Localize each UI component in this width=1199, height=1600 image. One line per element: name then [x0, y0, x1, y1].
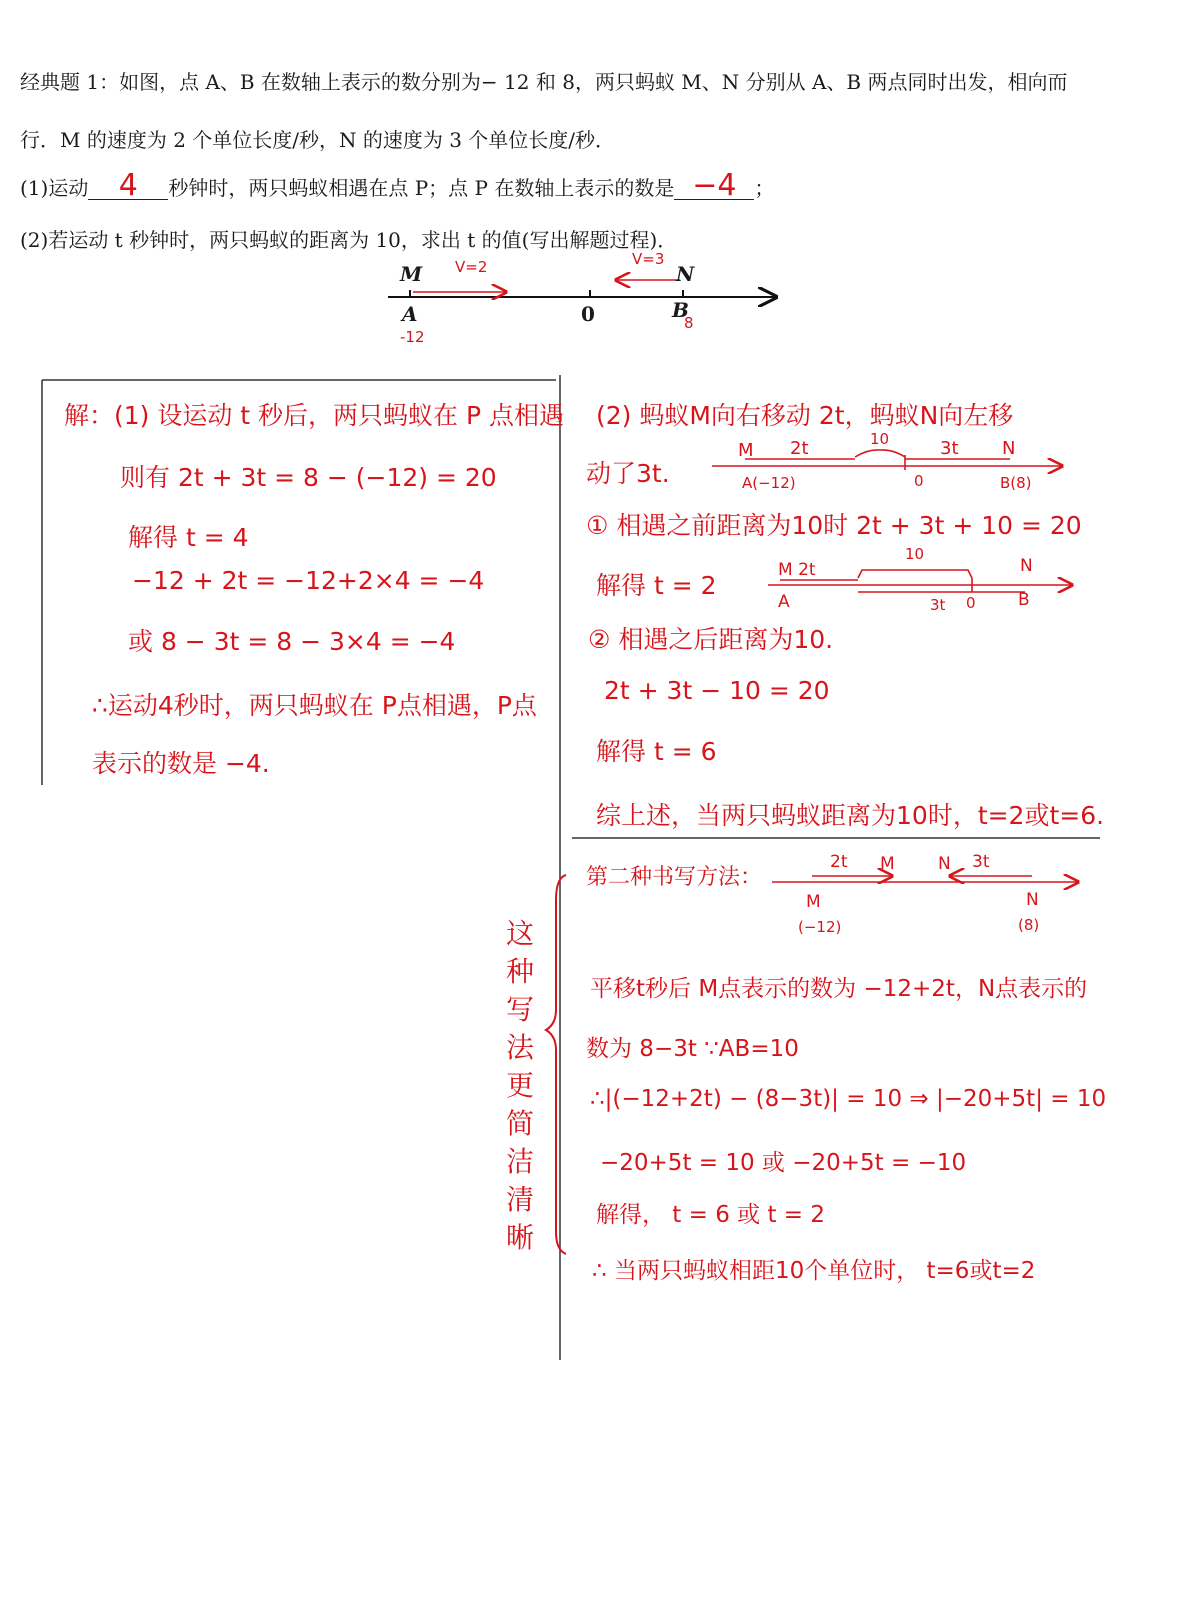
method2-line-2: 数为 8−3t ∵AB=10	[586, 1036, 799, 1062]
label-a: A	[402, 302, 418, 326]
label-m-speed: V=2	[455, 258, 488, 276]
diagram-3	[772, 876, 1078, 882]
d3-n-top: N	[938, 854, 951, 874]
d3-n-value: (8)	[1018, 916, 1040, 934]
d1-zero: 0	[914, 472, 924, 490]
d3-m: M	[806, 892, 821, 912]
d1-10: 10	[870, 430, 890, 448]
part1-line-4: −12 + 2t = −12+2×4 = −4	[132, 566, 485, 595]
d1-m: M	[738, 440, 754, 461]
d1-2t: 2t	[790, 438, 809, 459]
part1-line-7: 表示的数是 −4.	[92, 749, 270, 778]
part1-line-1: 解：(1) 设运动 t 秒后，两只蚂蚁在 P 点相遇	[64, 401, 565, 430]
d1-a: A(−12)	[742, 474, 796, 492]
method2-title: 第二种书写方法：	[586, 865, 763, 890]
d2-3t: 3t	[930, 596, 946, 614]
d1-n: N	[1002, 438, 1016, 459]
method2-line-1: 平移t秒后 M点表示的数为 −12+2t，N点表示的	[590, 976, 1088, 1002]
part2-equation-2: 2t + 3t − 10 = 20	[604, 676, 830, 705]
label-m: M	[400, 262, 423, 286]
problem-line-2: 行．M 的速度为 2 个单位长度/秒，N 的速度为 3 个单位长度/秒．	[20, 128, 616, 152]
question-2: (2)若运动 t 秒钟时，两只蚂蚁的距离为 10，求出 t 的值(写出解题过程)．	[20, 228, 678, 252]
part2-line-1: (2) 蚂蚁M向右移动 2t，蚂蚁N向左移	[596, 401, 1014, 430]
question-1-suffix: ；	[754, 176, 775, 200]
side-note-char: 法	[505, 1031, 534, 1064]
method2-line-4: −20+5t = 10 或 −20+5t = −10	[600, 1150, 967, 1176]
part2-solution-2: 解得 t = 6	[596, 737, 717, 766]
part1-line-5: 或 8 − 3t = 8 − 3×4 = −4	[128, 627, 456, 656]
d3-2t: 2t	[830, 852, 848, 872]
label-zero: 0	[581, 302, 595, 326]
question-1-prefix: (1)运动	[20, 176, 89, 200]
side-note-char: 这	[505, 917, 534, 950]
problem-line-1: 经典题 1：如图，点 A、B 在数轴上表示的数分别为− 12 和 8，两只蚂蚁 M、N 分别从 A、B 两点同时出发，相向而	[20, 70, 1068, 94]
label-n: N	[676, 262, 695, 286]
method2-line-6: ∴ 当两只蚂蚁相距10个单位时， t=6或t=2	[592, 1258, 1036, 1284]
part2-case-2: ② 相遇之后距离为10.	[588, 625, 834, 654]
label-n-speed: V=3	[632, 250, 665, 268]
d2-10: 10	[905, 545, 925, 563]
d3-3t: 3t	[972, 852, 990, 872]
answer-point-blank: −4	[674, 173, 754, 200]
side-note-vertical	[500, 915, 540, 1257]
side-note-char: 清	[505, 1183, 534, 1216]
part2-solution-1: 解得 t = 2	[596, 571, 717, 600]
d2-b: B	[1018, 590, 1030, 610]
side-note-char: 更	[505, 1069, 534, 1102]
d2-a: A	[778, 592, 790, 612]
d2-n: N	[1020, 556, 1033, 576]
label-a-value: -12	[400, 328, 425, 346]
d3-m-value: (−12)	[798, 918, 842, 936]
method2-line-3: ∴|(−12+2t) − (8−3t)| = 10 ⇒ |−20+5t| = 10	[590, 1086, 1107, 1112]
part2-case-1: ① 相遇之前距离为10时 2t + 3t + 10 = 20	[586, 511, 1082, 540]
side-note-char: 洁	[505, 1145, 534, 1178]
d1-b: B(8)	[1000, 474, 1032, 492]
d2-m2t: M 2t	[778, 560, 816, 580]
part2-conclusion: 综上述，当两只蚂蚁距离为10时，t=2或t=6.	[596, 801, 1105, 830]
question-1-middle: 秒钟时，两只蚂蚁相遇在点 P；点 P 在数轴上表示的数是	[168, 176, 675, 200]
part1-line-2: 则有 2t + 3t = 8 − (−12) = 20	[120, 463, 497, 492]
d2-zero: 0	[966, 594, 976, 612]
d3-n: N	[1026, 890, 1039, 910]
side-note-char: 种	[505, 955, 534, 988]
side-note-char: 晰	[505, 1221, 534, 1254]
number-line-figure	[388, 280, 776, 297]
part1-line-6: ∴运动4秒时，两只蚂蚁在 P点相遇，P点	[92, 691, 537, 720]
side-note-char: 写	[505, 993, 534, 1026]
d3-m-top: M	[880, 854, 895, 874]
d1-3t: 3t	[940, 438, 959, 459]
label-b-value: 8	[684, 314, 694, 332]
side-brace	[546, 875, 566, 1254]
part1-line-3: 解得 t = 4	[128, 523, 249, 552]
part2-line-2: 动了3t.	[586, 459, 670, 488]
method2-line-5: 解得， t = 6 或 t = 2	[596, 1202, 826, 1228]
side-note-char: 简	[505, 1107, 534, 1140]
answer-time-blank: 4	[88, 173, 168, 200]
label-b: B	[672, 298, 689, 322]
